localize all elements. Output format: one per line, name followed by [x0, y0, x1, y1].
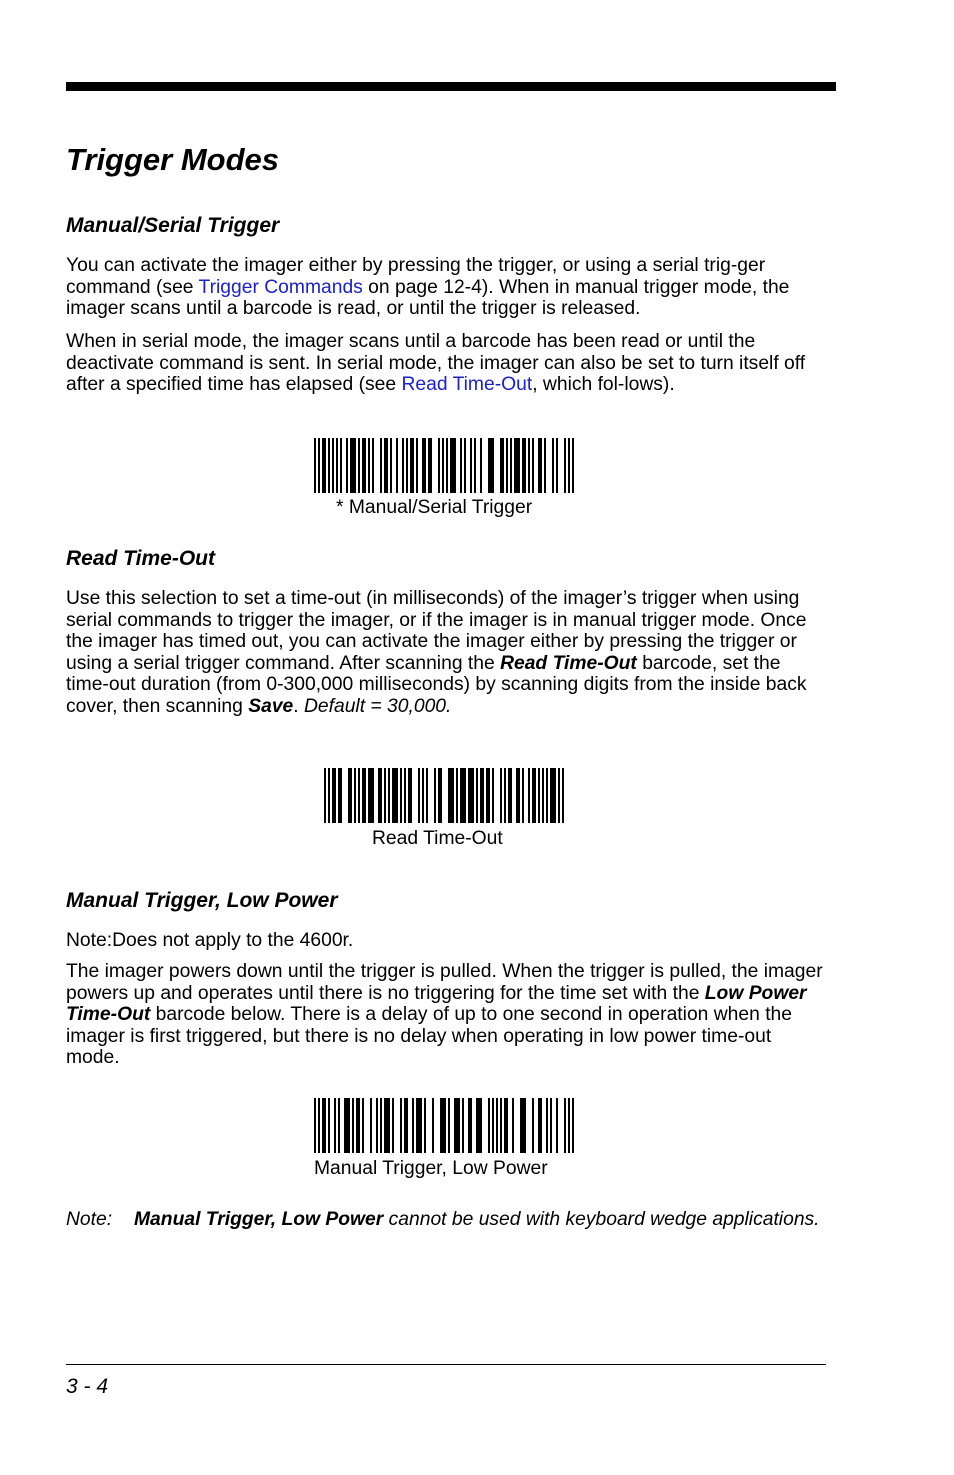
barcode-bar — [376, 1098, 378, 1153]
barcode-bar — [424, 1098, 426, 1153]
barcode-bar — [486, 768, 490, 823]
barcode-bar — [544, 438, 546, 493]
barcode-bar — [358, 438, 360, 493]
paragraph-read-time-out — [66, 588, 826, 717]
barcode-bar — [468, 768, 474, 823]
barcode-bar — [564, 1098, 566, 1153]
note-4600r: Note:Does not apply to the 4600r. — [66, 930, 354, 951]
barcode-bar — [522, 438, 526, 493]
barcode-bar — [368, 768, 374, 823]
barcode-bar — [550, 768, 556, 823]
barcode-bar — [422, 768, 424, 823]
barcode-bar — [474, 438, 476, 493]
barcode-bar — [402, 438, 404, 493]
barcode-bar — [442, 438, 444, 493]
barcode-bar — [388, 768, 390, 823]
barcode-bar — [314, 1098, 316, 1153]
barcode-bar — [428, 438, 432, 493]
barcode-image — [314, 1098, 578, 1153]
barcode-bar — [410, 438, 414, 493]
barcode-bar — [400, 768, 402, 823]
barcode-bar — [392, 768, 398, 823]
barcode-read-time-out — [324, 768, 568, 823]
barcode-bar — [322, 1098, 326, 1153]
barcode-bar — [470, 438, 472, 493]
text: , which fol-lows). — [532, 374, 675, 395]
barcode-bar — [456, 768, 458, 823]
barcode-bar — [434, 768, 436, 823]
bold-read-time-out: Read Time-Out — [500, 652, 637, 674]
barcode-bar — [344, 1098, 350, 1153]
barcode-bar — [400, 1098, 402, 1153]
barcode-bar — [380, 438, 382, 493]
text: The imager powers down until the trigger is pulled. When the trigger is pulled, the imager powers up and operates until there is no triggering for the time set with the — [66, 961, 823, 1004]
barcode-bar — [332, 768, 336, 823]
barcode-bar — [564, 438, 566, 493]
barcode-bar — [512, 1098, 514, 1153]
barcode-bar — [488, 1098, 490, 1153]
barcode-bar — [404, 1098, 408, 1153]
barcode-manual-trigger-low-power — [314, 1098, 578, 1153]
barcode-bar — [396, 438, 398, 493]
barcode-bar — [446, 438, 448, 493]
barcode-image — [314, 438, 578, 493]
barcode-bar — [468, 1098, 472, 1153]
barcode-bar — [510, 438, 512, 493]
text: When in serial mode, the imager scans until a barcode has been read or until the deactivate command is sent. In serial mode, the imager can also be set to turn itself off after a specified time has elapsed (see — [66, 331, 806, 395]
barcode-bar — [532, 1098, 534, 1153]
barcode-bar — [492, 1098, 494, 1153]
link-read-time-out[interactable]: Read Time-Out — [401, 374, 533, 395]
barcode-bar — [476, 1098, 482, 1153]
barcode-bar — [462, 1098, 464, 1153]
barcode-bar — [328, 768, 330, 823]
default-value: Default = 30,000. — [303, 695, 452, 717]
barcode-bar — [348, 768, 352, 823]
barcode-bar — [538, 1098, 542, 1153]
barcode-bar — [384, 1098, 390, 1153]
barcode-bar — [504, 768, 506, 823]
barcode-bar — [362, 768, 366, 823]
barcode-bar — [314, 438, 316, 493]
barcode-bar — [476, 768, 478, 823]
barcode-bar — [522, 768, 524, 823]
barcode-bar — [408, 768, 412, 823]
barcode-bar — [506, 438, 508, 493]
text: barcode below. There is a delay of up to one second in operation when the imager is first triggered, but there is no delay when operating in low power time-out mode. — [66, 1004, 793, 1068]
barcode-bar — [488, 438, 494, 493]
barcode-bar — [358, 768, 360, 823]
barcode-bar — [572, 438, 574, 493]
barcode-bar — [448, 768, 454, 823]
barcode-bar — [384, 768, 386, 823]
barcode-bar — [362, 1098, 364, 1153]
text: on page 12-4). When in manual trigger mode, the imager scans until a barcode is read, or until the trigger is released. — [66, 276, 790, 319]
barcode-bar — [440, 1098, 446, 1153]
paragraph-low-power — [66, 961, 826, 1069]
bold-low-power-time-out: Low Power Time-Out — [66, 982, 807, 1025]
barcode-bar — [422, 438, 426, 493]
barcode-bar — [318, 1098, 320, 1153]
barcode-bar — [328, 438, 330, 493]
barcode-bar — [324, 768, 326, 823]
barcode-bar — [532, 768, 536, 823]
barcode-manual-serial-trigger — [314, 438, 578, 493]
barcode-bar — [504, 1098, 508, 1153]
barcode-bar — [350, 438, 356, 493]
note-key: Note: — [66, 1209, 113, 1230]
barcode-bar — [390, 438, 392, 493]
barcode-bar — [568, 438, 570, 493]
heading-manual-trigger-low-power: Manual Trigger, Low Power — [66, 889, 338, 912]
barcode-bar — [332, 438, 334, 493]
barcode-bar — [454, 1098, 460, 1153]
barcode-bar — [516, 768, 520, 823]
paragraph-manual-serial-1 — [66, 255, 826, 320]
barcode-bar — [520, 1098, 526, 1153]
barcode-bar — [380, 1098, 382, 1153]
barcode-bar — [338, 1098, 340, 1153]
bold-manual-trigger-low-power: Manual Trigger, Low Power — [134, 1209, 384, 1230]
barcode-bar — [328, 1098, 330, 1153]
barcode-bar — [450, 438, 456, 493]
note-text — [134, 1209, 826, 1231]
text: You can activate the imager either by pressing the trigger, or using a serial trig-ger command (see — [66, 255, 766, 298]
text: cannot be used with keyboard wedge applications. — [383, 1209, 820, 1230]
heading-read-time-out: Read Time-Out — [66, 547, 215, 570]
barcode-bar — [368, 438, 370, 493]
page-number: 3 - 4 — [66, 1375, 109, 1398]
barcode-label-manual-serial-trigger: * Manual/Serial Trigger — [336, 497, 533, 518]
text: . — [293, 695, 304, 717]
barcode-bar — [438, 438, 440, 493]
barcode-label-read-time-out: Read Time-Out — [372, 828, 503, 849]
barcode-bar — [338, 768, 342, 823]
top-rule — [66, 82, 836, 91]
barcode-bar — [378, 768, 382, 823]
barcode-bar — [556, 438, 558, 493]
barcode-bar — [372, 438, 374, 493]
barcode-bar — [532, 438, 534, 493]
paragraph-manual-serial-2 — [66, 331, 826, 396]
barcode-bar — [340, 438, 342, 493]
text: barcode, set the time-out duration (from 0-300,000 milliseconds) by scanning digits from the inside back cover, then scanning — [66, 652, 807, 717]
barcode-bar — [416, 438, 418, 493]
barcode-bar — [500, 438, 504, 493]
barcode-bar — [562, 768, 564, 823]
barcode-bar — [538, 768, 540, 823]
barcode-bar — [496, 1098, 498, 1153]
barcode-bar — [500, 768, 502, 823]
barcode-bar — [542, 768, 544, 823]
barcode-bar — [546, 1098, 548, 1153]
barcode-bar — [426, 768, 428, 823]
barcode-bar — [356, 1098, 360, 1153]
barcode-bar — [432, 1098, 434, 1153]
barcode-bar — [492, 768, 494, 823]
barcode-bar — [558, 768, 560, 823]
barcode-image — [324, 768, 568, 823]
barcode-bar — [546, 768, 548, 823]
barcode-bar — [538, 438, 542, 493]
barcode-bar — [370, 1098, 372, 1153]
barcode-bar — [550, 1098, 552, 1153]
barcode-bar — [418, 768, 420, 823]
barcode-bar — [514, 438, 520, 493]
text: Use this selection to set a time-out (in milliseconds) of the imager’s trigger when using serial commands to trigger the imager, or if the imager is in manual trigger mode. Once the imager has timed out, you can activate the imager either by pressing the trigger or using a serial trigger command. After scanning the — [66, 588, 807, 674]
barcode-bar — [412, 1098, 414, 1153]
barcode-bar — [556, 1098, 558, 1153]
barcode-bar — [448, 1098, 450, 1153]
bold-save: Save — [248, 695, 294, 717]
barcode-bar — [572, 1098, 574, 1153]
barcode-bar — [352, 1098, 354, 1153]
barcode-bar — [346, 438, 348, 493]
barcode-bar — [552, 438, 554, 493]
barcode-bar — [480, 438, 482, 493]
barcode-bar — [464, 438, 466, 493]
barcode-label-manual-trigger-low-power: Manual Trigger, Low Power — [314, 1158, 548, 1179]
barcode-bar — [500, 1098, 502, 1153]
barcode-bar — [354, 768, 356, 823]
barcode-bar — [508, 768, 512, 823]
barcode-bar — [528, 768, 530, 823]
barcode-bar — [336, 438, 338, 493]
barcode-bar — [362, 438, 366, 493]
barcode-bar — [528, 438, 530, 493]
barcode-bar — [404, 768, 406, 823]
barcode-bar — [318, 438, 320, 493]
barcode-bar — [568, 1098, 570, 1153]
barcode-bar — [392, 1098, 394, 1153]
barcode-bar — [480, 768, 484, 823]
barcode-bar — [460, 438, 462, 493]
barcode-bar — [438, 768, 442, 823]
barcode-bar — [406, 438, 408, 493]
barcode-bar — [334, 1098, 336, 1153]
page-title: Trigger Modes — [66, 142, 280, 177]
barcode-bar — [384, 438, 388, 493]
barcode-bar — [322, 438, 326, 493]
barcode-bar — [460, 768, 466, 823]
barcode-bar — [416, 1098, 422, 1153]
link-trigger-commands[interactable]: Trigger Commands — [198, 276, 363, 298]
heading-manual-serial-trigger: Manual/Serial Trigger — [66, 214, 280, 237]
bottom-note — [66, 1209, 826, 1231]
bottom-rule — [66, 1364, 826, 1365]
